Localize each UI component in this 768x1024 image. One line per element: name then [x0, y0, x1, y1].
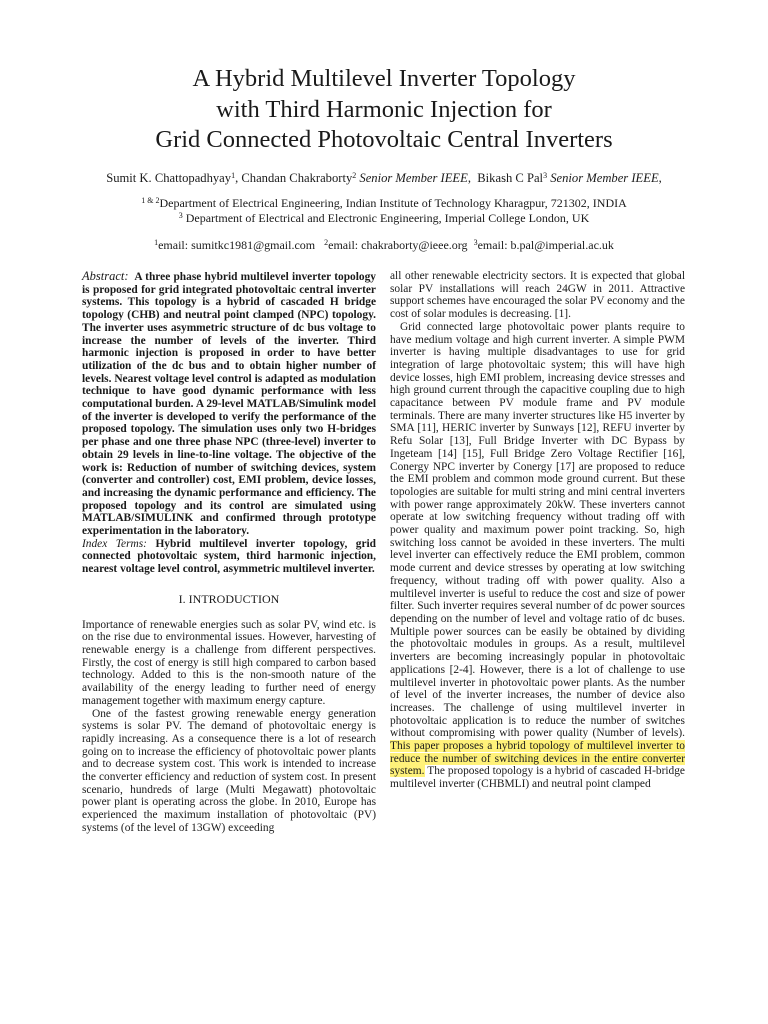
email-sup: 1 — [154, 238, 159, 247]
body-paragraph — [390, 321, 685, 791]
email-sup: 2 — [324, 238, 329, 247]
highlighted-sentence[interactable]: This paper proposes a hybrid topology of multilevel inverter to reduce the number of switching devices in the entire converter system. — [390, 740, 685, 778]
right-column — [390, 270, 685, 791]
author-role: Senior Member IEEE — [359, 171, 468, 185]
title-line: A Hybrid Multilevel Inverter Topology — [192, 65, 576, 92]
title-line: with Third Harmonic Injection for — [216, 95, 552, 123]
author-name: Bikash C Pal — [477, 171, 544, 185]
email-address: email: chakraborty@ieee.org — [328, 238, 468, 252]
abstract-text: A three phase hybrid multilevel inverter topology is proposed for grid integrated photovoltaic central inverter systems. This topology is a hybrid of cascaded H bridge topology (CHB) and neutral point clamped (NPC) topology. The inverter uses asymmetric structure of dc bus voltage to increase the number of levels of the inverter. Third harmonic injection is proposed in order to have better utilization of the dc bus and to obtain higher number of levels. Nearest voltage level control is adapted as modulation technique to have good dynamic performance with less computational burden. A 29-level MATLAB/Simulink model of the inverter is developed to verify the performance of the proposed topology. The simulation uses only two H-bridges per phase and one three phase NPC (three-level) inverter to obtain 29 levels in line-to-line voltage. The objective of the work is: Reduction of number of switching devices, system (converter and controller) cost, EMI problem, device losses, and increasing the dynamic performance and efficiency. The proposed topology and its control are simulated using MATLAB/SIMULINK and confirmed through prototype experimentation in the laboratory. — [82, 271, 376, 538]
abstract-label: Abstract: — [82, 269, 129, 283]
index-terms-label: Index Terms: — [82, 537, 147, 550]
section-heading: I. INTRODUCTION — [178, 591, 280, 606]
body-text: Grid connected large photovoltaic power plants require to have medium voltage and high current inverter. A simple PWM inverter is having multiple disadvantages to use for grid integration of large photovoltaic system; this will have high device losses, high EMI problem, increasing device stresses and high ground current through the capacitive coupling due to high capacitance between PV module frame and PV module terminals. There are many inverter structures like H5 inverter by SMA [11], HERIC inverter by Sunways [12], REFU inverter by Refu Solar [13], Full Bridge Inverter with DC Bypass by Ingeteam [14] [15], Full Bridge Zero Voltage Rectifier [16], Conergy NPC inverter by Conergy [17] are proposed to reduce the EMI problem and common mode ground current. But these topologies are suitable for multi string and mini central inverters with power range approximately 20kW. These inverters cannot operate at low switching frequency without trading off with power quality and maximum power point tracking. So, high switching loss cannot be avoided in these inverters. The multi level inverter can effectively reduce the EMI problem, common mode current and device stresses by operating at low switching frequency, without trading off with power quality. Also a multilevel inverter is useful to reduce the cost and size of power filter. Such inverter requires several number of dc power sources depending on the number of level and voltage ratio of dc buses. Multiple power sources can be easily be obtained by dividing the photovoltaic modules in groups. As a result, multilevel inverters are becoming increasingly popular in photovoltaic applications [2-4]. However, there is a lot of challenge to use multilevel inverter in photovoltaic power plants. As the number of level of the inverter increases, the number of device also increases. The challenge of using multilevel inverter in photovoltaic application is to reduce the number of switches without compromising with power quality (Number of levels). — [390, 320, 685, 740]
affiliation-sup: 3 — [178, 211, 183, 220]
title-line: Grid Connected Photovoltaic Central Inverters — [155, 126, 613, 153]
email-sup: 3 — [473, 238, 478, 247]
paper-title — [0, 64, 768, 156]
body-text: The proposed topology is a hybrid of cascaded H-bridge multilevel inverter (CHBMLI) and neutral point clamped — [390, 765, 685, 791]
author-sup: 2 — [352, 171, 357, 180]
author-list: Sumit K. Chattopadhyay$^1$, Chandan Chakraborty$^2$ Senior Member IEEE, Bikash C Pal$^3$ Senior Member IEEE, — [106, 171, 662, 185]
index-terms — [82, 538, 376, 576]
email-address: email: b.pal@imperial.ac.uk — [477, 238, 614, 252]
body-paragraph: all other renewable electricity sectors. It is expected that global solar PV installations will reach 24GW in 2011. Attractive support schemes have encouraged the solar PV economy and the cost of solar modules is decreasing. [1]. — [390, 270, 685, 321]
index-terms-text: Hybrid multilevel inverter topology, grid connected photovoltaic system, third harmonic injection, nearest voltage level control, asymmetric multilevel inverter. — [82, 537, 376, 576]
left-column — [82, 270, 376, 835]
affiliation-line: $^{1 \& 2}$Department of Electrical Engineering, Indian Institute of Technology Kharagpur, 721302, INDIA — [141, 196, 627, 210]
affiliation-line: $^3$ Department of Electrical and Electronic Engineering, Imperial College London, UK — [178, 211, 590, 225]
body-paragraph: Importance of renewable energies such as solar PV, wind etc. is on the rise due to environmental issues. However, harvesting of renewable energy is a challenge from different perspectives. Firstly, the cost of energy is still high compared to carbon based technology. Added to this is the non-smooth nature of the availability of the energy leading to further need of energy management together with maximum energy capture. — [82, 618, 376, 707]
abstract — [82, 270, 376, 538]
affiliation-sup: 1 & 2 — [141, 196, 160, 205]
email-address: email: sumitkc1981@gmail.com — [158, 238, 316, 252]
affiliations — [0, 196, 768, 226]
body-paragraph: One of the fastest growing renewable energy generation systems is solar PV. The demand of photovoltaic energy is rapidly increasing. As a consequence there is a lot of research going on to increase the efficiency of photovoltaic power plants and to decrease system cost. This work is intended to increase the converter efficiency and reduction of system cost. In present scenario, hundreds of large (Multi Megawatt) photovoltaic power plant is operating across the globe. In 2010, Europe has experienced the maximum installation of photovoltaic (PV) systems (of the level of 13GW) exceeding — [82, 707, 376, 834]
author-role: Senior Member IEEE — [550, 171, 659, 185]
author-sup: 3 — [543, 171, 548, 180]
author-name: Sumit K. Chattopadhyay — [106, 171, 232, 185]
author-sup: 1 — [231, 171, 236, 180]
author-name: Chandan Chakraborty — [241, 171, 353, 185]
email-list — [0, 238, 768, 253]
